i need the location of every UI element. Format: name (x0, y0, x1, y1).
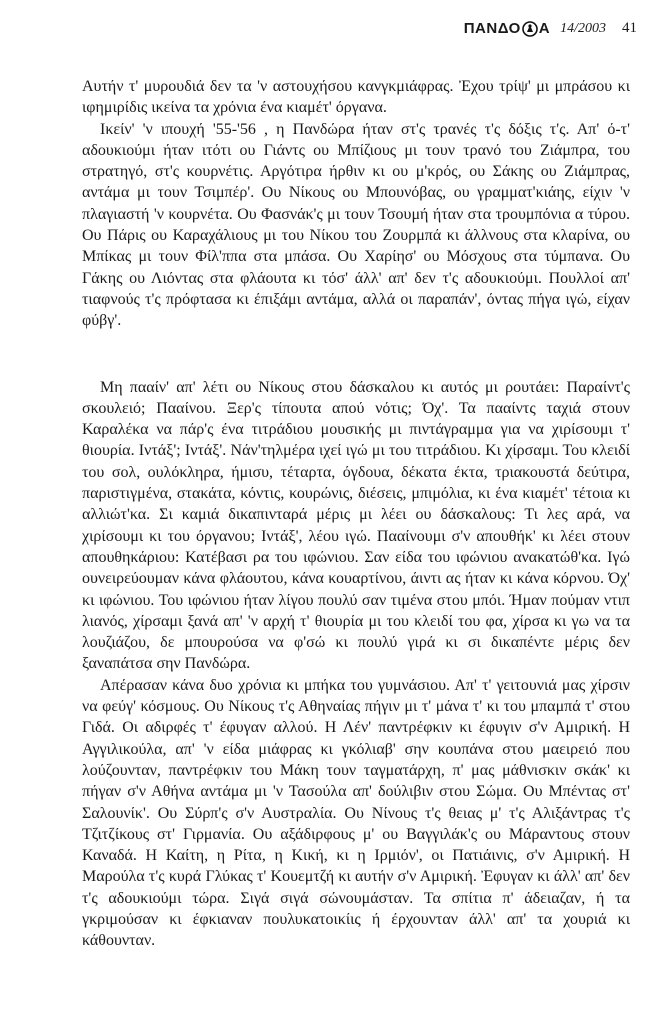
section-break (82, 332, 630, 377)
issue-number: 14/2003 (560, 20, 606, 36)
paragraph-1: Αυτήν τ' μυρουδιά δεν τα 'ν αστουχήσου κανγκμιάφρας. Ἐχου τρίψ' μι μπράσου κι ιφημιρίδις ικείνα τα χρόνια ένα κιαμέτ' όργανα. (82, 78, 630, 117)
paragraph-3: Μη πααίν' απ' λέτι ου Νίκους στου δάσκαλου κι αυτός μι ρουτάει: Παραίντ'ς σκουλειό; Πααίνου. Ξερ'ς τίπουτα απού νότις; Όχ'. Τα πααίντς ταχιά στουν Καραλέκα να πάρ'ς ένα τιτράδιου μουσικής μι πιντάγραμμα για να χιρίσουμι τ' θιουρία. Ιντάξ'; Ιντάξ'. Νάν'τηλμέρα ιχεί ιγώ μι του τιτράδιου. Κι χίρσαμι. Του κλειδί του σολ, ουλόκληρα, ήμισυ, τέταρτα, όγδουα, δέκατα έκτα, τριακουστά δεύτιρα, παριστιγμένα, στακάτα, κόντις, κουρώνις, διέσεις, μπιμόλια, κι ένα κιαμέτ' τέτοια κι αλλιώτ'κα. Σι καμιά δικαπινταρά μέρις μι λέει ου δάσκαλους: Τι λες αρά, να χιρίσουμι κι του όργανου; Ιντάξ', λέου ιγώ. Πααίνουμι σ'ν απουθήκ' κι λέει στουν απουθηκάριου: Κατέβασι ρα του ιφώνιου. Σαν είδα του ιφώνιου ανακατώθ'κα. Ιγώ ουνειρεύουμαν κάνα φλάουτου, κάνα κουαρτίνου, άιντι ας ήταν κι κάνα κόρνου. Όχ' κι ιφώνιου. Του ιφώνιου ήταν λίγου πουλύ σαν τιμένα στου μπόι. Ήμαν πούμαν ντιπ λιανός, χίρσαμι ξανά απ' 'ν αρχή τ' θιουρία μι του κλειδί του φα, χίρσα κι γω να τα λουζιάζου, δε μπουρούσα να φ'σώ κι πουλύ γιρά κι σι δικαπέντε μέρις δεν ξαναπάτσα σην Πανδώρα. (82, 378, 630, 673)
paragraph-4: Απέρασαν κάνα δυο χρόνια κι μπήκα του γυμνάσιου. Απ' τ' γειτουνιά μας χίρσιν να φεύγ' κόσμους. Ου Νίκους τ'ς Αθηναίας πήγιν μι τ' μάνα τ' κι του μπαμπά τ' στου Γιδά. Οι αδιρφές τ' έφυγαν αλλού. Η Λέν' παντρέφκιν κι έφυγιν σ'ν Αμιρική. Η Αγγιλικούλα, απ' 'ν είδα μιάφρας κι γκόλιαβ' σην κουπάνα στου μαειρειό που λούζουνταν, παντρέφκιν του Μάκη τουν ταγματάρχη, π' μας μάθνισκιν σκάκ' κι πήγαν σ'ν Αθήνα αντάμα μι 'ν Τασούλα απ' δούλιβιν στου Σώμα. Ου Μπέντας στ' Σαλουνίκ'. Ου Σύρπ'ς σ'ν Αυστραλία. Ου Νίνους τ'ς θειας μ' τ'ς Αλιξάντρας τ'ς Τζιτζίκους στ' Γιρμανία. Ου αξάδιρφους μ' ου Βαγγιλάκ'ς ου Μάραντους στουν Καναδά. Η Καίτη, η Ρίτα, η Κική, κι η Ιρμιόν', οι Πατιάινις, σ'ν Αμιρική. Η Μαρούλα τ'ς κυρά Γλύκας τ' Κουεμτζή κι αυτήν σ'ν Αμιρική. Ἐφυγαν κι άλλ' απ' δεν τ'ς αδουκιούμι τώρα. Σιγά σιγά σώνουμάσταν. Τα σπίτια π' άδειαζαν, ή τα γκριμούσαν κι έφκιαναν πουλυκατοικίις ή έρχουνταν άλλ' απ' τα χουριά κι κάθουνταν. (82, 676, 630, 950)
paragraph-2: Ικείν' 'ν ιπουχή '55-'56 , η Πανδώρα ήταν στ'ς τρανές τ'ς δόξις τ'ς. Απ' ό-τ' αδουκιούμι ήταν ιτότι ου Γιάντς ου Μπίζιους μι τουν τρανό του Ζιάμπρα, του στρατηγό, στ'ς κουρνέτις. Αργότιρα ήρθιν κι ου μ'κρός, ου Σάκης ου Ζιάμπρας, αντάμα μι τουν Τσιμπέρ'. Ου Νίκους ου Μπουνόβας, ου γραμματ'κιάης, είχιν 'ν πλαγιαστή 'ν κουρνέτα. Ου Φασνάκ'ς μι τουν Τσουμή ήταν στα τρουμπόνια α τύρου. Ου Πάρις ου Καραχάλιους μι του Νίκου του Ζουρμπά κι άλλνους στα κλαρίνα, ου Μπίκας μι τουν Φίλ'ππα στα μπάσα. Ου Χαρίησ' ου Μόσχους στα τύμπανα. Ου Γάκης ου Λιόντας στα φλάουτα κι τόσ' άλλ' απ' δεν τ'ς αδουκιούμι. Πουλλοί απ' τιαφνούς τ'ς πρόφτασα κι έπιξάμι αντάμα, αλλά οι παραπάν', όντας πήγα ιγώ, είχαν φύβγ'. (82, 120, 630, 330)
page-header (464, 20, 637, 37)
magazine-title-suffix: Α (538, 20, 551, 37)
article-body (82, 76, 630, 952)
magazine-title-prefix: ΠΑΝΔΟ (463, 20, 521, 37)
page-number: 41 (622, 20, 637, 36)
pandora-logo-icon (522, 21, 538, 37)
magazine-title (464, 20, 550, 37)
